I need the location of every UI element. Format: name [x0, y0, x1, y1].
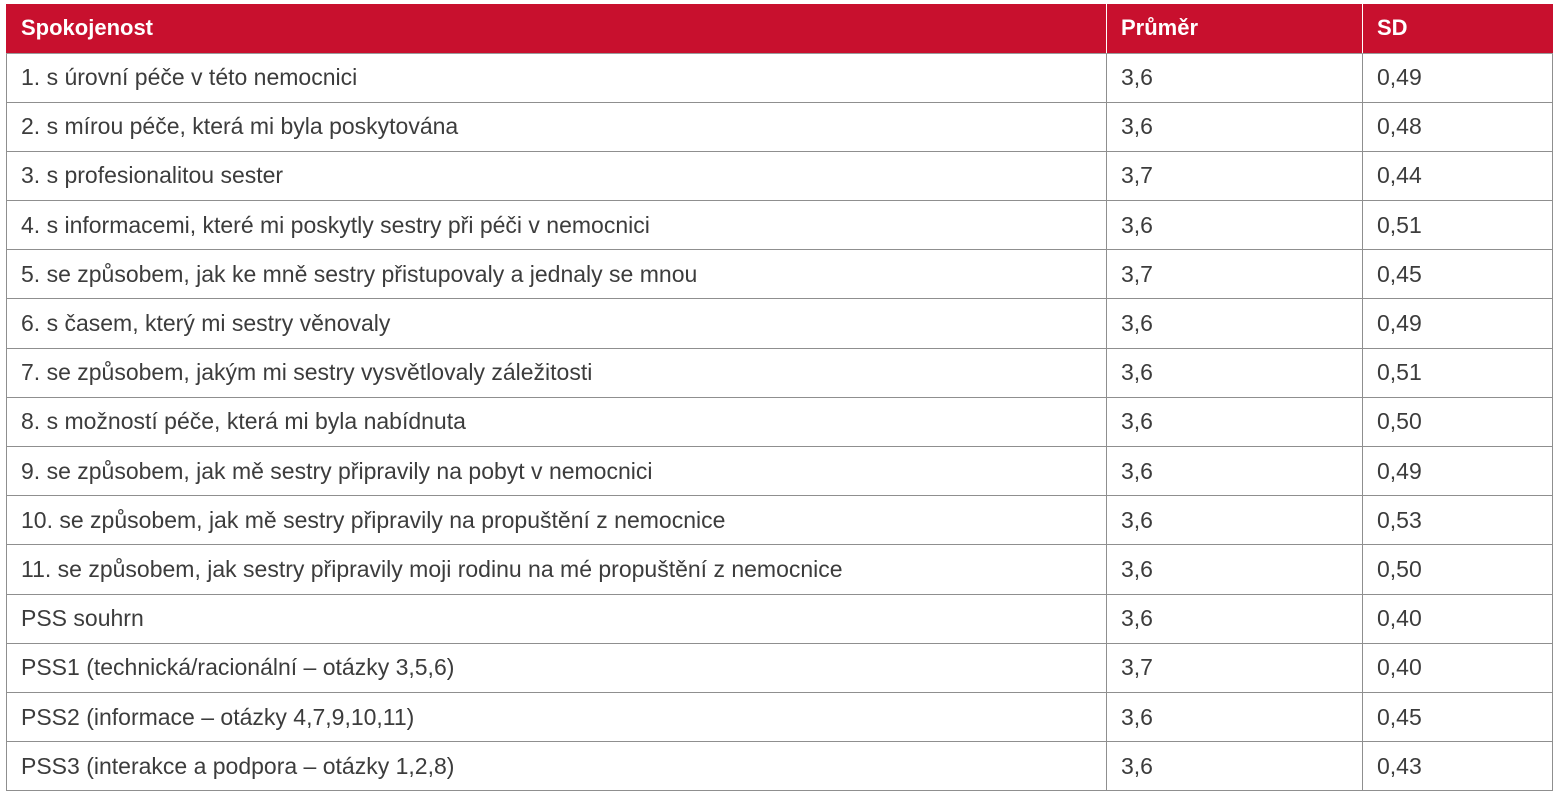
- table-row: [7, 397, 1553, 446]
- table-header: [7, 4, 1553, 53]
- cell-item: PSS souhrn: [7, 594, 1107, 643]
- table-row: [7, 545, 1553, 594]
- cell-mean: 3,6: [1107, 496, 1363, 545]
- satisfaction-table: [6, 4, 1553, 791]
- cell-sd: 0,43: [1363, 742, 1553, 791]
- cell-mean: 3,7: [1107, 151, 1363, 200]
- cell-sd: 0,49: [1363, 447, 1553, 496]
- cell-mean: 3,6: [1107, 299, 1363, 348]
- cell-item: 2. s mírou péče, která mi byla poskytována: [7, 102, 1107, 151]
- cell-sd: 0,44: [1363, 151, 1553, 200]
- column-header-prumer: Průměr: [1107, 4, 1363, 53]
- cell-item: 11. se způsobem, jak sestry připravily moji rodinu na mé propuštění z nemocnice: [7, 545, 1107, 594]
- cell-mean: 3,6: [1107, 545, 1363, 594]
- table-row: [7, 201, 1553, 250]
- table-row: [7, 151, 1553, 200]
- cell-sd: 0,49: [1363, 53, 1553, 102]
- header-row: [7, 4, 1553, 53]
- column-header-spokojenost: Spokojenost: [7, 4, 1107, 53]
- cell-item: 1. s úrovní péče v této nemocnici: [7, 53, 1107, 102]
- cell-item: PSS1 (technická/racionální – otázky 3,5,6): [7, 643, 1107, 692]
- cell-mean: 3,6: [1107, 201, 1363, 250]
- cell-sd: 0,40: [1363, 643, 1553, 692]
- cell-mean: 3,6: [1107, 102, 1363, 151]
- table-row: [7, 53, 1553, 102]
- cell-item: 6. s časem, který mi sestry věnovaly: [7, 299, 1107, 348]
- table-row: [7, 692, 1553, 741]
- cell-sd: 0,51: [1363, 348, 1553, 397]
- cell-sd: 0,49: [1363, 299, 1553, 348]
- table-row: [7, 102, 1553, 151]
- cell-item: PSS3 (interakce a podpora – otázky 1,2,8): [7, 742, 1107, 791]
- table-row: [7, 643, 1553, 692]
- cell-mean: 3,6: [1107, 348, 1363, 397]
- cell-sd: 0,40: [1363, 594, 1553, 643]
- cell-mean: 3,7: [1107, 250, 1363, 299]
- cell-sd: 0,53: [1363, 496, 1553, 545]
- cell-item: PSS2 (informace – otázky 4,7,9,10,11): [7, 692, 1107, 741]
- cell-item: 8. s možností péče, která mi byla nabídnuta: [7, 397, 1107, 446]
- table-row: [7, 496, 1553, 545]
- cell-mean: 3,6: [1107, 742, 1363, 791]
- cell-item: 4. s informacemi, které mi poskytly sestry při péči v nemocnici: [7, 201, 1107, 250]
- cell-sd: 0,51: [1363, 201, 1553, 250]
- cell-sd: 0,50: [1363, 397, 1553, 446]
- cell-sd: 0,45: [1363, 692, 1553, 741]
- column-header-sd: SD: [1363, 4, 1553, 53]
- cell-item: 5. se způsobem, jak ke mně sestry přistupovaly a jednaly se mnou: [7, 250, 1107, 299]
- table-row: [7, 348, 1553, 397]
- table-row: [7, 447, 1553, 496]
- cell-mean: 3,6: [1107, 397, 1363, 446]
- cell-item: 10. se způsobem, jak mě sestry připravily na propuštění z nemocnice: [7, 496, 1107, 545]
- cell-mean: 3,6: [1107, 594, 1363, 643]
- cell-sd: 0,48: [1363, 102, 1553, 151]
- cell-item: 9. se způsobem, jak mě sestry připravily na pobyt v nemocnici: [7, 447, 1107, 496]
- cell-sd: 0,50: [1363, 545, 1553, 594]
- cell-item: 7. se způsobem, jakým mi sestry vysvětlovaly záležitosti: [7, 348, 1107, 397]
- satisfaction-table-container: [6, 4, 1552, 791]
- table-row: [7, 299, 1553, 348]
- cell-mean: 3,6: [1107, 53, 1363, 102]
- table-row: [7, 742, 1553, 791]
- table-body: [7, 53, 1553, 791]
- cell-mean: 3,6: [1107, 447, 1363, 496]
- table-row: [7, 250, 1553, 299]
- cell-sd: 0,45: [1363, 250, 1553, 299]
- table-row: [7, 594, 1553, 643]
- cell-mean: 3,7: [1107, 643, 1363, 692]
- cell-item: 3. s profesionalitou sester: [7, 151, 1107, 200]
- cell-mean: 3,6: [1107, 692, 1363, 741]
